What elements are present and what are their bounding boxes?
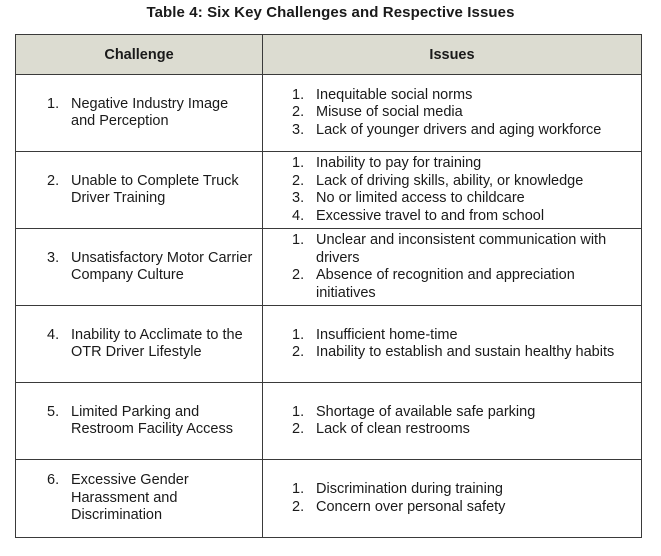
challenge-cell xyxy=(16,460,263,538)
issues-list xyxy=(263,87,641,140)
issues-list xyxy=(263,327,641,362)
issues-cell xyxy=(263,75,642,152)
issues-cell xyxy=(263,460,642,538)
issue-number: 2. xyxy=(292,421,305,437)
issue-text: Absence of recognition and appreciation initiatives xyxy=(316,267,575,301)
issues-list xyxy=(263,232,641,302)
challenge-number: 1. xyxy=(47,95,60,112)
challenge-cell xyxy=(16,383,263,460)
issue-number: 1. xyxy=(292,155,305,171)
issue-number: 1. xyxy=(292,326,305,343)
issue-item xyxy=(292,421,635,439)
issue-item xyxy=(292,104,635,122)
challenge-number: 4. xyxy=(47,326,60,343)
issue-item xyxy=(292,404,635,422)
issue-item xyxy=(292,327,635,345)
challenge-text: Negative Industry Image and Perception xyxy=(71,95,229,129)
issue-text: Inability to pay for training xyxy=(316,155,482,171)
issue-number: 4. xyxy=(292,207,305,224)
issue-text: Insufficient home-time xyxy=(316,326,458,343)
challenge-cell xyxy=(16,306,263,383)
issues-cell xyxy=(263,152,642,229)
issue-text: Lack of clean restrooms xyxy=(316,421,470,437)
table-row xyxy=(16,229,642,306)
column-header-issues: Issues xyxy=(263,35,642,75)
challenge-number: 3. xyxy=(47,249,60,266)
challenge-item xyxy=(16,250,262,285)
issue-text: Excessive travel to and from school xyxy=(316,207,545,224)
challenge-item xyxy=(16,472,262,525)
issue-text: Inability to establish and sustain healthy habits xyxy=(316,344,615,360)
issue-item xyxy=(292,499,635,517)
issue-text: Lack of driving skills, ability, or knowledge xyxy=(316,172,584,189)
issue-number: 3. xyxy=(292,121,305,138)
table-row xyxy=(16,306,642,383)
issue-item xyxy=(292,87,635,105)
challenge-number: 2. xyxy=(47,172,60,189)
table-row xyxy=(16,383,642,460)
issue-number: 2. xyxy=(292,344,305,360)
challenge-item xyxy=(16,404,262,439)
issue-item xyxy=(292,232,635,267)
challenge-cell xyxy=(16,75,263,152)
table-row xyxy=(16,460,642,538)
issue-number: 1. xyxy=(292,481,305,497)
issue-text: Misuse of social media xyxy=(316,104,463,121)
table-row xyxy=(16,75,642,152)
challenge-item xyxy=(16,173,262,208)
challenge-text: Unsatisfactory Motor Carrier Company Culture xyxy=(71,249,253,283)
issues-list xyxy=(263,155,641,225)
issue-item xyxy=(292,190,635,208)
table-body xyxy=(16,75,642,538)
issue-item xyxy=(292,267,635,302)
issue-number: 1. xyxy=(292,232,305,248)
challenge-text: Unable to Complete Truck Driver Training xyxy=(71,172,239,206)
issue-number: 1. xyxy=(292,86,305,103)
challenge-text: Excessive Gender Harassment and Discrimination xyxy=(71,472,189,524)
issues-cell xyxy=(263,229,642,306)
issue-item xyxy=(292,344,635,362)
issues-cell xyxy=(263,383,642,460)
issue-number: 3. xyxy=(292,190,305,206)
issue-item xyxy=(292,481,635,499)
challenge-cell xyxy=(16,152,263,229)
issue-text: No or limited access to childcare xyxy=(316,190,525,206)
issue-text: Discrimination during training xyxy=(316,481,503,497)
issues-list xyxy=(263,481,641,516)
challenge-number: 5. xyxy=(47,403,60,420)
issue-number: 2. xyxy=(292,498,305,515)
issue-number: 2. xyxy=(292,267,305,283)
challenge-text: Inability to Acclimate to the OTR Driver Lifestyle xyxy=(71,326,243,360)
issue-number: 1. xyxy=(292,403,305,420)
challenge-item xyxy=(16,96,262,131)
issue-item xyxy=(292,155,635,173)
issue-text: Inequitable social norms xyxy=(316,86,473,103)
challenge-cell xyxy=(16,229,263,306)
table-row xyxy=(16,152,642,229)
issue-number: 2. xyxy=(292,104,305,121)
challenge-text: Limited Parking and Restroom Facility Access xyxy=(71,403,233,437)
issues-cell xyxy=(263,306,642,383)
challenges-table xyxy=(15,34,642,538)
challenge-number: 6. xyxy=(47,472,60,489)
challenge-item xyxy=(16,327,262,362)
issue-item xyxy=(292,122,635,140)
issue-item xyxy=(292,173,635,191)
issue-number: 2. xyxy=(292,172,305,189)
issue-text: Concern over personal safety xyxy=(316,498,506,515)
column-header-challenge: Challenge xyxy=(16,35,263,75)
header-row xyxy=(16,35,642,75)
issue-text: Lack of younger drivers and aging workforce xyxy=(316,121,602,138)
issues-list xyxy=(263,404,641,439)
issue-item xyxy=(292,208,635,226)
issue-text: Unclear and inconsistent communication with drivers xyxy=(316,232,607,266)
issue-text: Shortage of available safe parking xyxy=(316,403,536,420)
table-caption: Table 4: Six Key Challenges and Respective Issues xyxy=(146,4,515,21)
